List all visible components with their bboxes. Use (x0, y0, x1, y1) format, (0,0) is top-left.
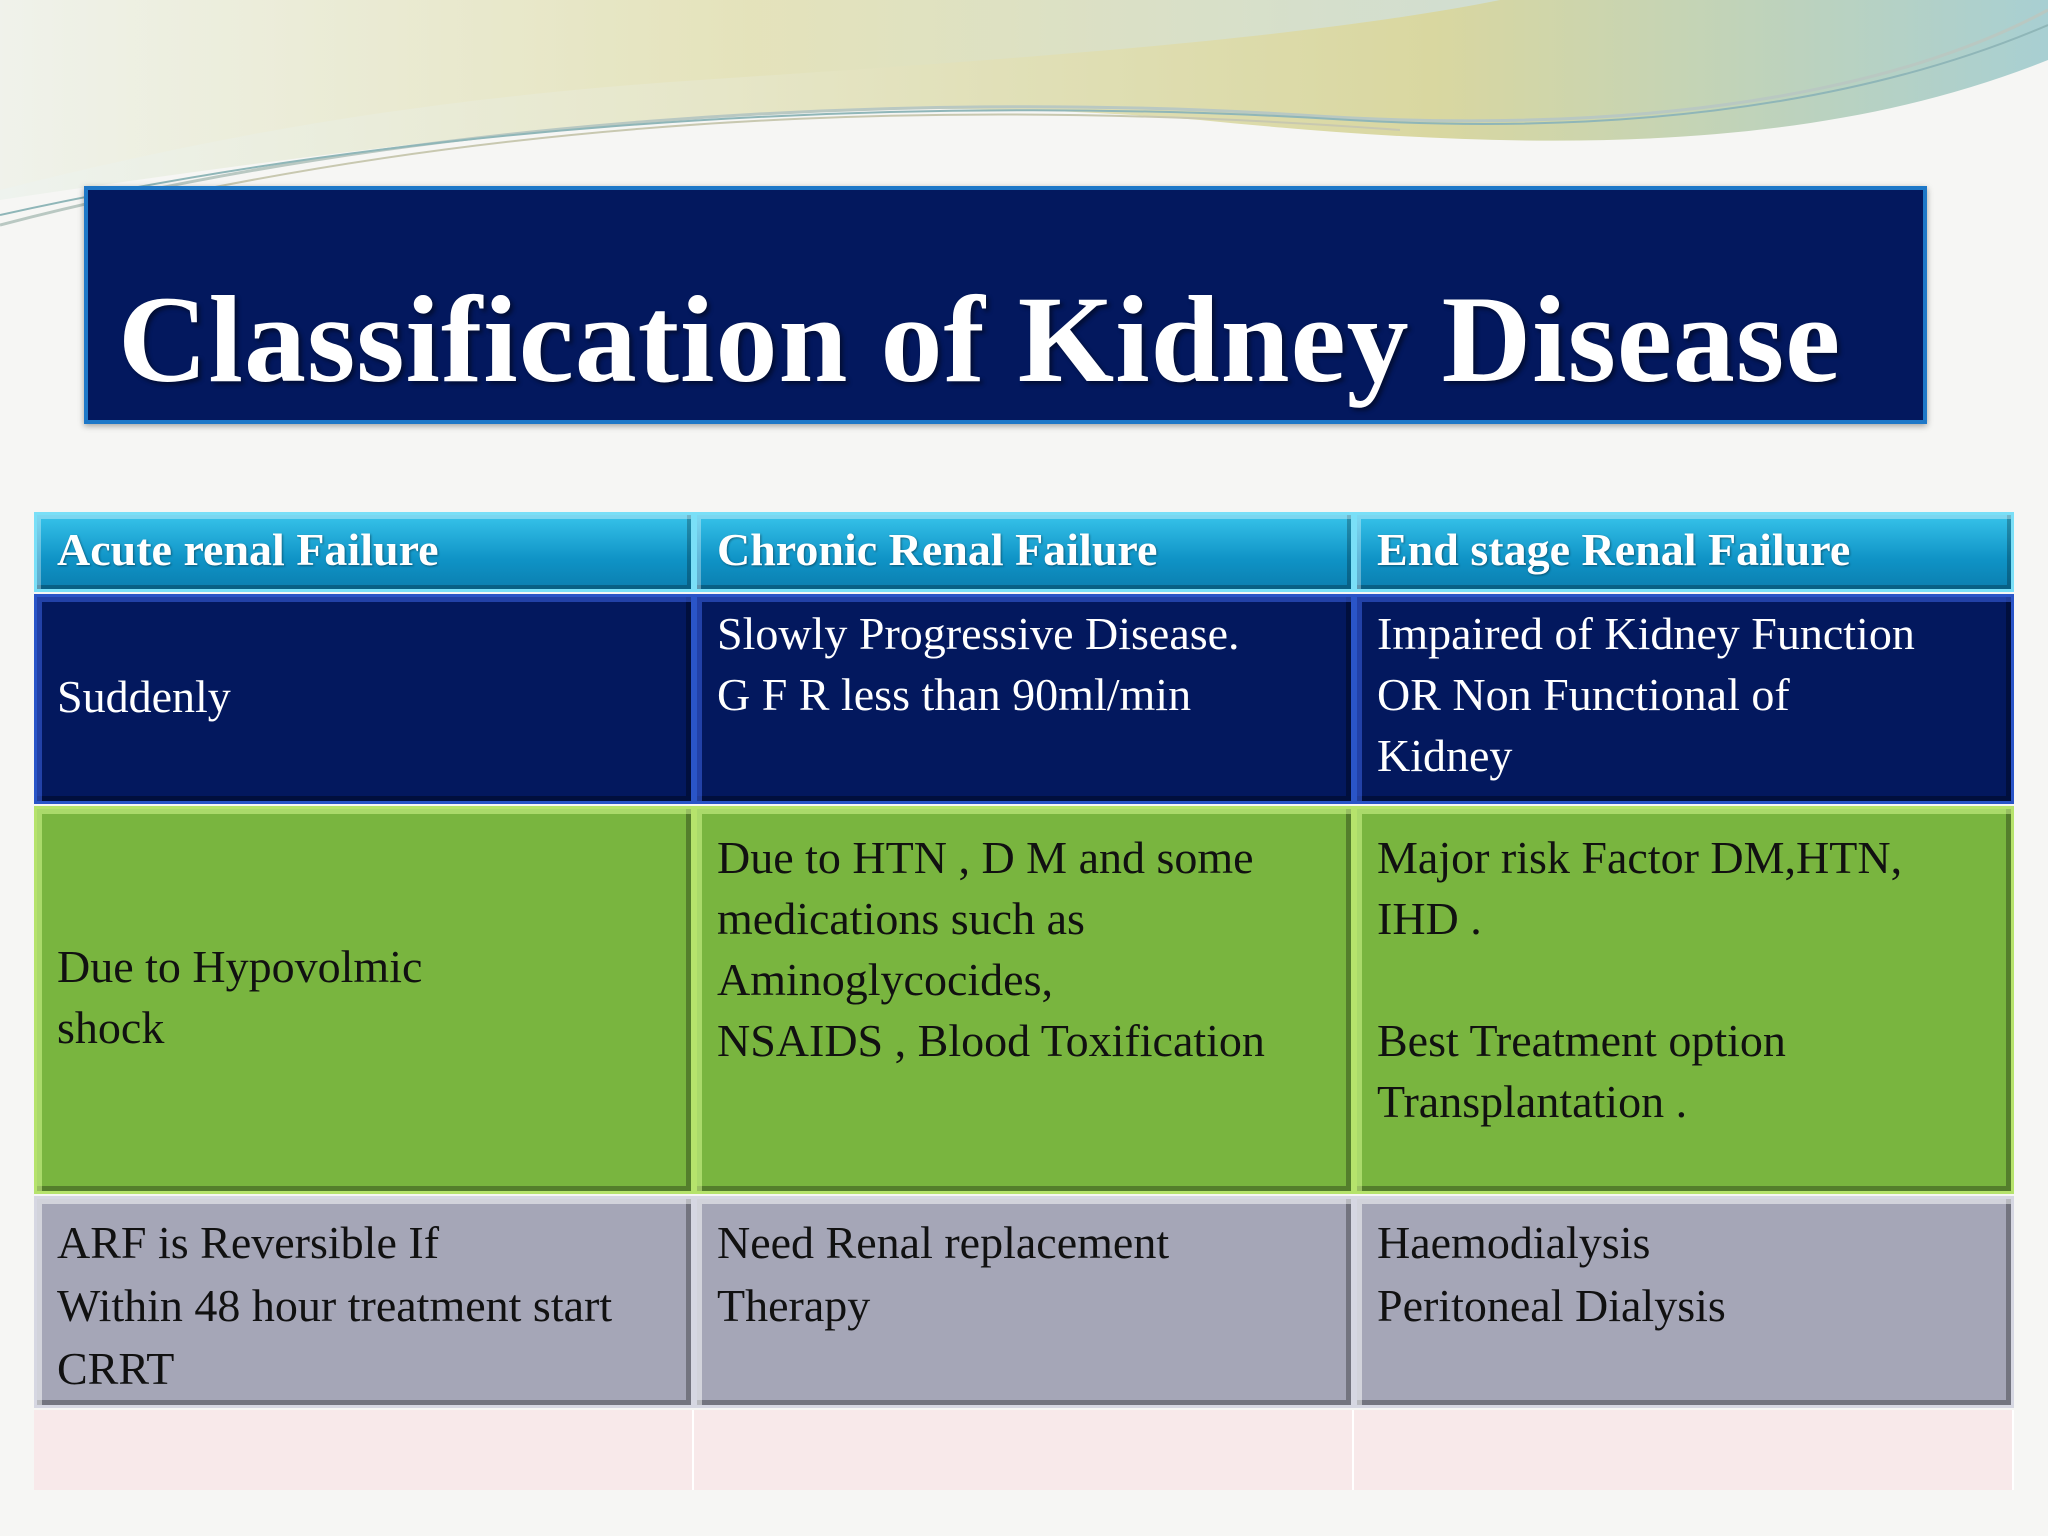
table-cell (694, 1196, 1354, 1408)
slide-title: Classification of Kidney Disease (118, 271, 1842, 408)
table-cell (694, 594, 1354, 804)
header-cell-acute (34, 512, 694, 592)
cell-text: Impaired of Kidney Function OR Non Functional of Kidney (1377, 608, 1915, 781)
header-label: Acute renal Failure (57, 523, 439, 575)
table-cell (34, 806, 694, 1194)
cell-text: Need Renal replacement Therapy (717, 1217, 1170, 1331)
table-cell (1354, 806, 2014, 1194)
header-label: End stage Renal Failure (1377, 523, 1851, 575)
header-label: Chronic Renal Failure (717, 523, 1158, 575)
header-cell-end-stage (1354, 512, 2014, 592)
table-cell (694, 806, 1354, 1194)
cell-text: Suddenly (57, 670, 231, 722)
cell-text: Due to Hypovolmic shock (57, 941, 423, 1053)
cell-text: Due to HTN , D M and some medications such as Aminoglycocides, NSAIDS , Blood Toxification (717, 832, 1265, 1066)
title-banner (84, 186, 1927, 424)
cell-text: Major risk Factor DM,HTN, IHD . Best Treatment option Transplantation . (1377, 832, 1903, 1127)
cell-text: ARF is Reversible If Within 48 hour treatment start CRRT (57, 1217, 613, 1394)
table-cell (1354, 594, 2014, 804)
header-cell-chronic (694, 512, 1354, 592)
table-cell-empty (694, 1410, 1354, 1490)
cell-text: Haemodialysis Peritoneal Dialysis (1377, 1217, 1726, 1331)
table-cell-empty (34, 1410, 694, 1490)
table-cell-empty (1354, 1410, 2014, 1490)
cell-text: Slowly Progressive Disease. G F R less than 90ml/min (717, 608, 1240, 720)
table-cell (34, 1196, 694, 1408)
table-cell (34, 594, 694, 804)
table-cell (1354, 1196, 2014, 1408)
